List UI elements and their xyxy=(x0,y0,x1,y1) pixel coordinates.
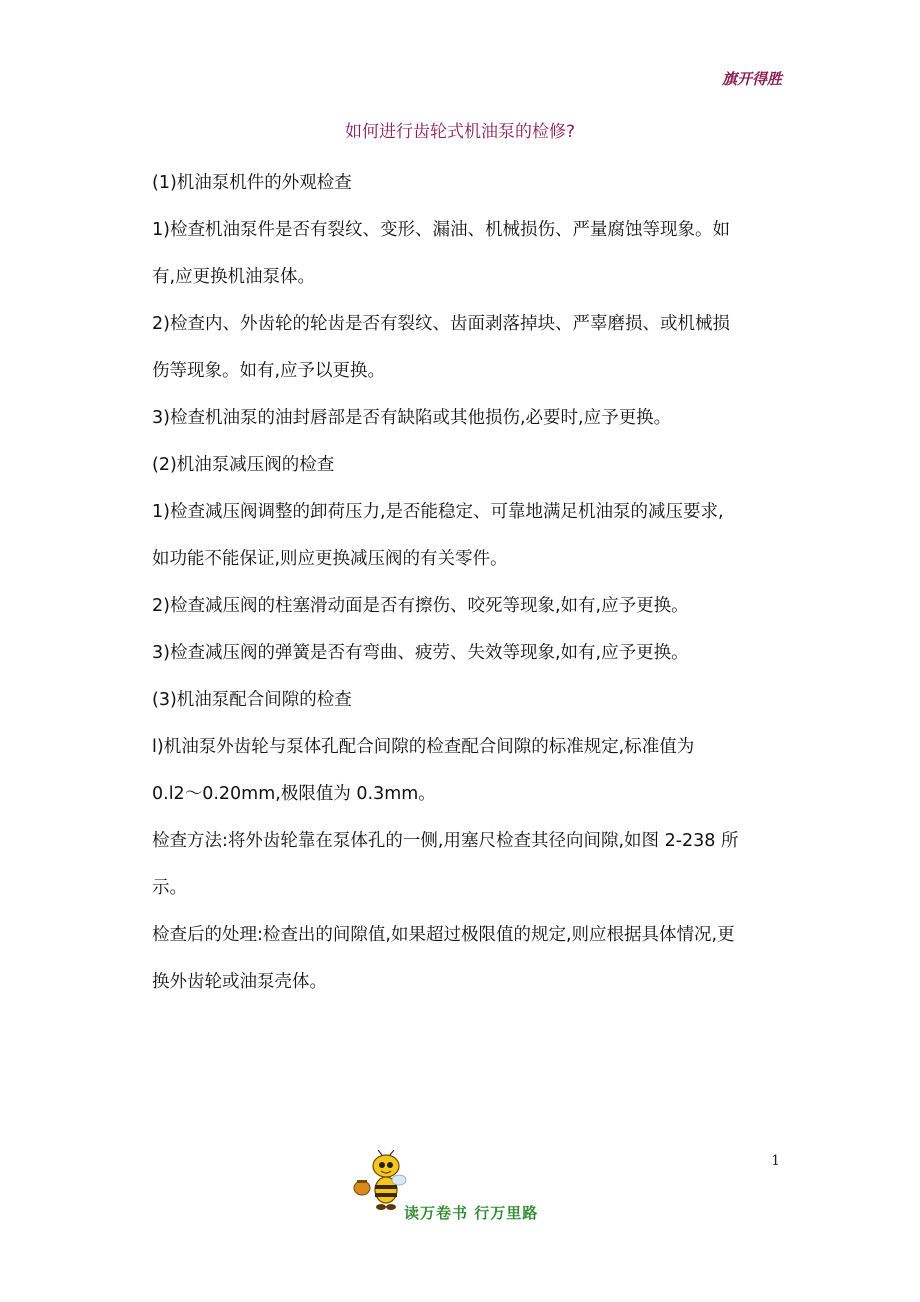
bee-mascot-icon xyxy=(352,1150,408,1222)
footer-slogan: 读万卷书 行万里路 xyxy=(404,1204,539,1222)
text-line: 检查方法:将外齿轮靠在泵体孔的一侧,用塞尺检查其径向间隙,如图 2-238 所 xyxy=(152,831,739,851)
text-line: 换外齿轮或油泵壳体。 xyxy=(152,972,327,992)
text-line: 1)检查机油泵件是否有裂纹、变形、漏油、机械损伤、严量腐蚀等现象。如 xyxy=(152,220,730,240)
text-line: (2)机油泵减压阀的检查 xyxy=(152,455,335,475)
text-line: 伤等现象。如有,应予以更换。 xyxy=(152,361,386,381)
text-line: (1)机油泵机件的外观检查 xyxy=(152,173,352,193)
text-line: (3)机油泵配合间隙的检查 xyxy=(152,690,352,710)
text-line: 1)检查减压阀调整的卸荷压力,是否能稳定、可靠地满足机油泵的减压要求, xyxy=(152,502,724,522)
text-line: 2)检查内、外齿轮的轮齿是否有裂纹、齿面剥落掉块、严辜磨损、或机械损 xyxy=(152,314,730,334)
text-line: 检查后的处理:检查出的间隙值,如果超过极限值的规定,则应根据具体情况,更 xyxy=(152,925,735,945)
text-line: 3)检查机油泵的油封唇部是否有缺陷或其他损伤,必要时,应予更换。 xyxy=(152,408,672,428)
text-line: 0.l2～0.20mm,极限值为 0.3mm。 xyxy=(152,784,436,804)
text-line: 有,应更换机油泵体。 xyxy=(152,267,316,287)
page-number: 1 xyxy=(771,1153,780,1169)
page-title: 如何进行齿轮式机油泵的检修? xyxy=(344,122,576,142)
text-line: 3)检查减压阀的弹簧是否有弯曲、疲劳、失效等现象,如有,应予更换。 xyxy=(152,643,689,663)
text-line: 如功能不能保证,则应更换减压阀的有关零件。 xyxy=(152,549,508,569)
header-brand: 旗开得胜 xyxy=(721,70,782,88)
text-line: l)机油泵外齿轮与泵体孔配合间隙的检查配合间隙的标准规定,标准值为 xyxy=(152,737,695,757)
text-line: 示。 xyxy=(152,878,187,898)
document-body xyxy=(152,160,772,1006)
text-line: 2)检查减压阀的柱塞滑动面是否有擦伤、咬死等现象,如有,应予更换。 xyxy=(152,596,689,616)
